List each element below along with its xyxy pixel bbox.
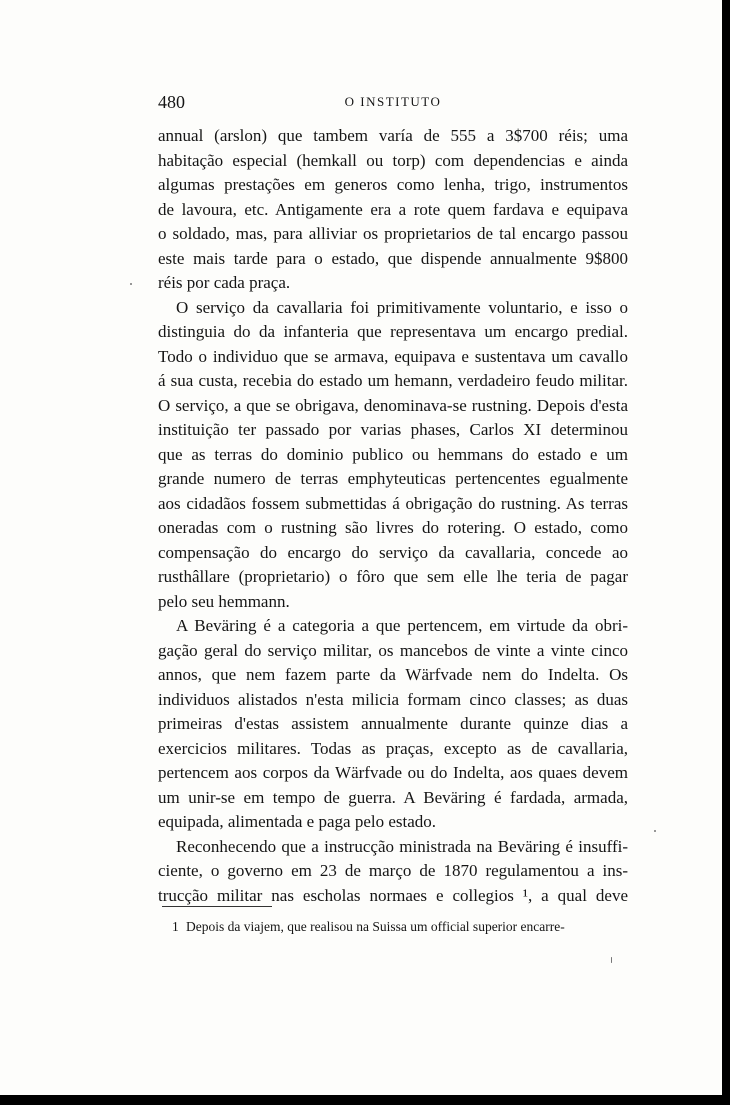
text-line: oneradas com o rustning são livres do rotering. O estado, como: [158, 518, 628, 537]
text-line: individuos alistados n'esta milicia formam cinco classes; as duas: [158, 689, 628, 709]
running-title: O INSTITUTO: [344, 94, 442, 109]
body-text: [158, 124, 628, 908]
text-line: habitação especial (hemkall ou torp) com dependencias e ainda: [158, 150, 628, 170]
text-line: rusthâllare (proprietario) o fôro que sem elle lhe teria de pagar: [158, 567, 628, 586]
paragraph-4: [158, 835, 628, 909]
text-line: aos cidadãos fossem submettidas á obrigação do rustning. As terras: [158, 493, 628, 513]
text-line: primeiras d'estas assistem annualmente durante quinze dias a: [158, 714, 628, 733]
text-line: distinguia do da infanteria que representava um encargo predial.: [158, 322, 628, 341]
text-line: pelo seu hemmann.: [158, 591, 290, 611]
text-line: trucção militar nas escholas normaes e collegios ¹, a qual deve: [158, 885, 628, 905]
text-line: annual (arslon) que tambem varía de 555 a 3$700 réis; uma: [158, 126, 628, 145]
text-line: equipada, alimentada e paga pelo estado.: [158, 812, 437, 831]
text-line: O serviço da cavallaria foi primitivamente voluntario, e isso o: [176, 297, 628, 317]
text-line: O serviço, a que se obrigava, denominava-se rustning. Depois d'esta: [158, 395, 628, 415]
scan-speck: [654, 830, 656, 832]
paragraph-1: [158, 124, 628, 296]
text-line: este mais tarde para o estado, que dispende annualmente 9$800: [158, 248, 628, 268]
text-line: de lavoura, etc. Antigamente era a rote quem fardava e equipava: [158, 199, 628, 219]
text-line: á sua custa, recebia do estado um hemann, verdadeiro feudo militar.: [158, 371, 628, 390]
text-line: instituição ter passado por varias phases, Carlos XI determinou: [158, 420, 628, 439]
text-line: réis por cada praça.: [158, 273, 291, 292]
text-line: annos, que nem fazem parte da Wärfvade nem do Indelta. Os: [158, 665, 628, 684]
footnote-text: Depois da viajem, que realisou na Suissa um official superior encarre-: [186, 919, 565, 934]
page-header: [158, 92, 628, 112]
text-line: Reconhecendo que a instrucção ministrada na Beväring é insuffi-: [176, 836, 628, 856]
text-line: gação geral do serviço militar, os mancebos de vinte a vinte cinco: [158, 640, 628, 660]
text-line: o soldado, mas, para alliviar os proprietarios de tal encargo passou: [158, 224, 628, 243]
text-line: Todo o individuo que se armava, equipava e sustentava um cavallo: [158, 346, 628, 366]
text-line: que as terras do dominio publico ou hemmans do estado e um: [158, 444, 628, 464]
page-number: 480: [158, 92, 185, 112]
text-line: ciente, o governo em 23 de março de 1870 regulamentou a ins-: [158, 861, 628, 880]
text-line: grande numero de terras emphyteuticas pertencentes egualmente: [158, 469, 628, 488]
footnote-rule: [162, 906, 272, 907]
footnote-number: 1: [172, 919, 179, 934]
text-line: A Beväring é a categoria a que pertencem, em virtude da obri-: [176, 616, 628, 635]
paragraph-2: [158, 296, 628, 615]
text-line: algumas prestações em generos como lenha, trigo, instrumentos: [158, 175, 628, 194]
paragraph-3: [158, 614, 628, 835]
scan-speck: [130, 283, 132, 285]
footnote: [172, 918, 632, 936]
scan-speck: [611, 957, 612, 963]
text-line: pertencem aos corpos da Wärfvade ou do Indelta, aos quaes devem: [158, 763, 628, 782]
text-line: compensação do encargo do serviço da cavallaria, concede ao: [158, 542, 628, 562]
text-line: um unir-se em tempo de guerra. A Beväring é fardada, armada,: [158, 787, 628, 807]
text-line: exercicios militares. Todas as praças, excepto as de cavallaria,: [158, 738, 628, 758]
